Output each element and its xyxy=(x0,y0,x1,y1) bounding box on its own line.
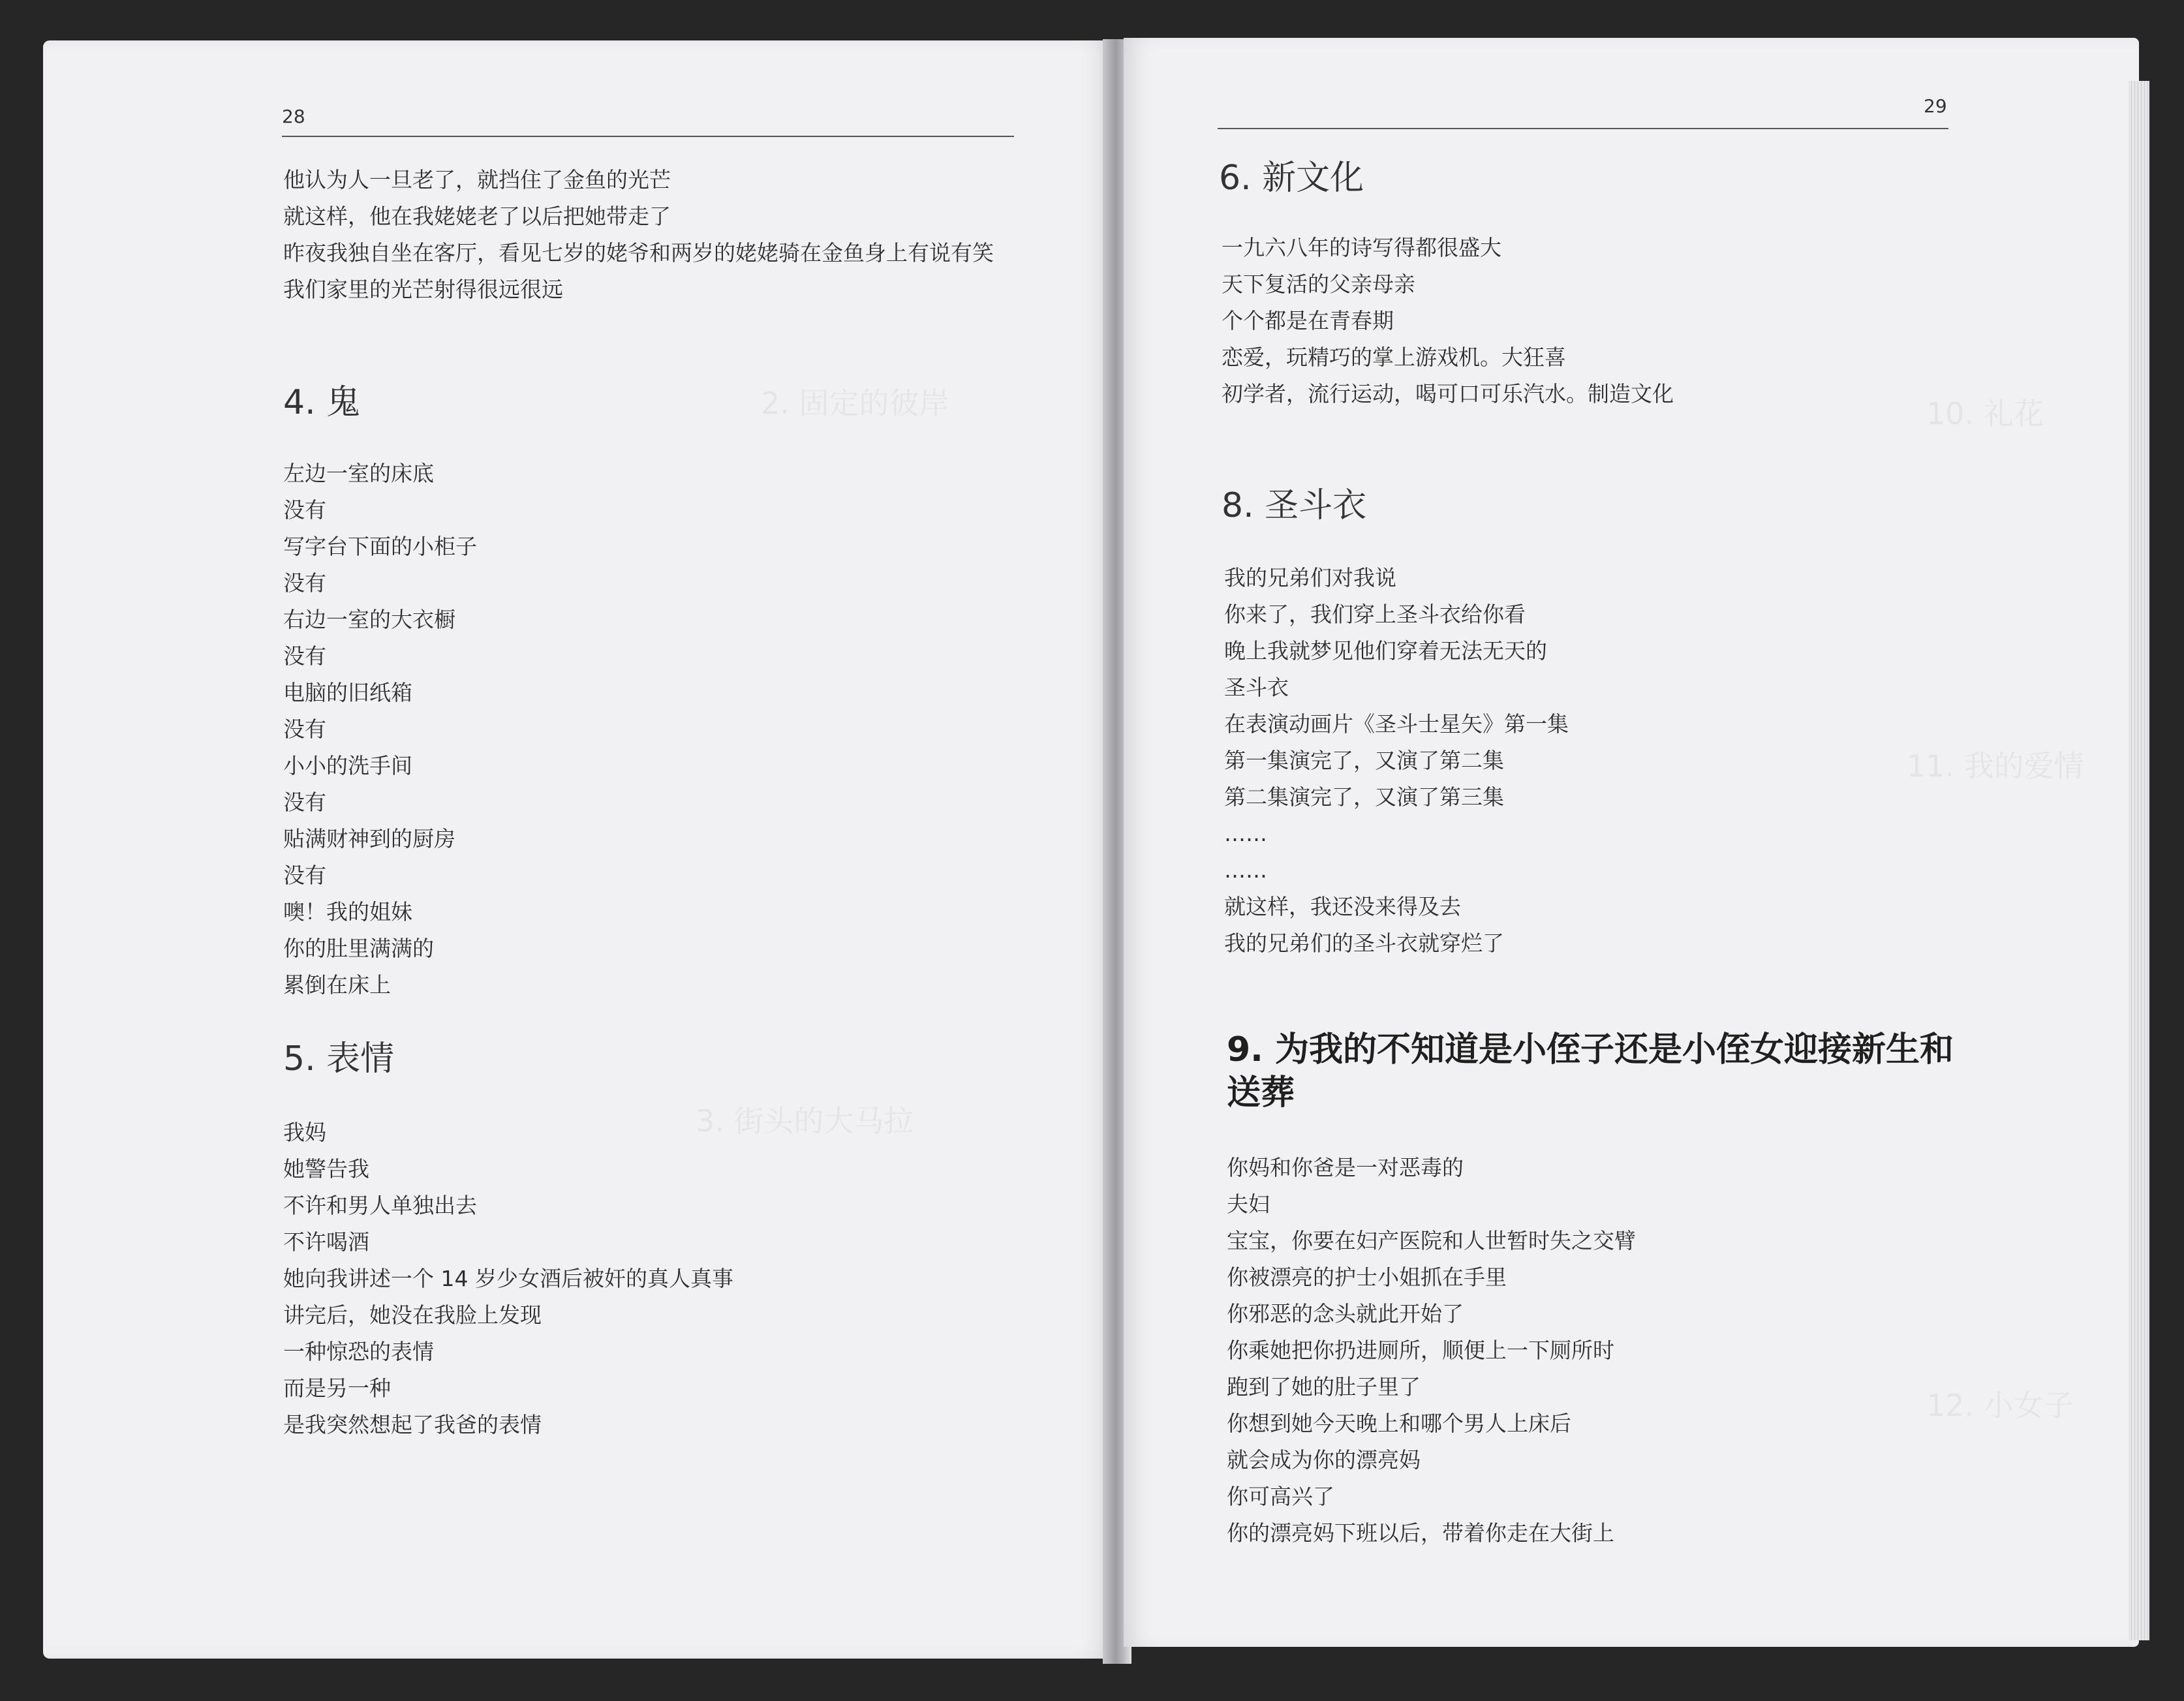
section-8-lines xyxy=(1224,560,1569,962)
section-6-lines xyxy=(1222,230,1674,412)
text-line: 没有 xyxy=(283,716,326,742)
header-rule-left xyxy=(282,136,1014,137)
text-line: 没有 xyxy=(283,570,326,596)
text-line: 你邪恶的念头就此开始了 xyxy=(1227,1301,1464,1326)
text-line: 你乘她把你扔进厕所，顺便上一下厕所时 xyxy=(1227,1338,1614,1363)
section-heading-6: 6. 新文化 xyxy=(1219,159,1364,198)
text-line: 就会成为你的漂亮妈 xyxy=(1227,1447,1421,1473)
section-heading-8: 8. 圣斗衣 xyxy=(1222,486,1367,525)
bleed-through-text: 10. 礼花 xyxy=(1926,396,2044,431)
text-line: 左边一室的床底 xyxy=(283,461,434,486)
text-line: 噢！我的姐妹 xyxy=(283,899,412,925)
text-line: 恋爱，玩精巧的掌上游戏机。大狂喜 xyxy=(1222,345,1566,370)
text-line: 右边一室的大衣橱 xyxy=(283,607,455,632)
text-line: 累倒在床上 xyxy=(283,972,391,998)
section-5-lines xyxy=(283,1114,733,1443)
text-line: 是我突然想起了我爸的表情 xyxy=(283,1412,542,1437)
text-line: 而是另一种 xyxy=(283,1375,391,1401)
text-line: 你来了，我们穿上圣斗衣给你看 xyxy=(1224,602,1526,627)
text-line: 我的兄弟们对我说 xyxy=(1224,565,1396,590)
text-line: 个个都是在青春期 xyxy=(1222,308,1394,333)
text-line: 你想到她今天晚上和哪个男人上床后 xyxy=(1227,1411,1571,1436)
text-line: 她向我讲述一个 14 岁少女酒后被奸的真人真事 xyxy=(283,1266,733,1291)
text-line: 讲完后，她没在我脸上发现 xyxy=(283,1302,542,1328)
text-line: 你妈和你爸是一对恶毒的 xyxy=(1227,1155,1464,1180)
text-line: 没有 xyxy=(283,863,326,888)
text-line: 没有 xyxy=(283,789,326,815)
text-line: …… xyxy=(1224,857,1267,883)
text-line: 一种惊恐的表情 xyxy=(283,1339,434,1364)
text-line: 没有 xyxy=(283,643,326,669)
text-line: 她警告我 xyxy=(283,1156,369,1182)
text-line: 晚上我就梦见他们穿着无法无天的 xyxy=(1224,638,1547,664)
text-line: 初学者，流行运动，喝可口可乐汽水。制造文化 xyxy=(1222,381,1674,406)
text-line: 第一集演完了，又演了第二集 xyxy=(1224,748,1504,773)
text-line: 他认为人一旦老了，就挡住了金鱼的光芒 xyxy=(283,167,671,192)
text-line: 电脑的旧纸箱 xyxy=(283,680,412,705)
page-number-right: 29 xyxy=(1924,95,1947,117)
text-line: 夫妇 xyxy=(1227,1191,1270,1217)
text-line: 我的兄弟们的圣斗衣就穿烂了 xyxy=(1224,930,1504,956)
section-4-lines xyxy=(283,455,477,1004)
text-line: 没有 xyxy=(283,497,326,523)
text-line: 昨夜我独自坐在客厅，看见七岁的姥爷和两岁的姥姥骑在金鱼身上有说有笑 xyxy=(283,240,994,266)
text-line: 你的漂亮妈下班以后，带着你走在大街上 xyxy=(1227,1520,1614,1546)
text-line: 跑到了她的肚子里了 xyxy=(1227,1374,1421,1400)
bleed-through-text: 2. 固定的彼岸 xyxy=(761,386,949,421)
section-heading-9: 9. 为我的不知道是小侄子还是小侄女迎接新生和送葬 xyxy=(1227,1030,1954,1112)
text-line: 我妈 xyxy=(283,1120,326,1145)
text-line: 圣斗衣 xyxy=(1224,675,1289,700)
section-heading-4: 4. 鬼 xyxy=(283,383,361,422)
header-rule-right xyxy=(1218,128,1948,129)
bleed-through-text: 12. 小女子 xyxy=(1926,1388,2074,1423)
text-line: 你被漂亮的护士小姐抓在手里 xyxy=(1227,1264,1507,1290)
text-line: 小小的洗手间 xyxy=(283,753,412,778)
text-line: 我们家里的光芒射得很远很远 xyxy=(283,277,563,302)
text-line: 一九六八年的诗写得都很盛大 xyxy=(1222,235,1501,260)
text-line: 天下复活的父亲母亲 xyxy=(1222,271,1415,297)
right-page-edges xyxy=(2129,81,2149,1640)
intro-lines xyxy=(283,162,994,308)
text-line: 宝宝，你要在妇产医院和人世暂时失之交臂 xyxy=(1227,1228,1636,1253)
text-line: 就这样，他在我姥姥老了以后把她带走了 xyxy=(283,204,671,229)
text-line: 写字台下面的小柜子 xyxy=(283,534,477,559)
section-9-lines xyxy=(1227,1150,1636,1552)
text-line: …… xyxy=(1224,821,1267,846)
section-heading-5: 5. 表情 xyxy=(283,1039,395,1079)
bleed-through-text: 11. 我的爱情 xyxy=(1907,748,2084,784)
text-line: 不许喝酒 xyxy=(283,1229,369,1255)
bleed-through-text: 3. 街头的大马拉 xyxy=(696,1103,914,1139)
text-line: 第二集演完了，又演了第三集 xyxy=(1224,784,1504,810)
text-line: 就这样，我还没来得及去 xyxy=(1224,894,1461,919)
text-line: 你的肚里满满的 xyxy=(283,936,434,961)
text-line: 贴满财神到的厨房 xyxy=(283,826,455,851)
text-line: 在表演动画片《圣斗士星矢》第一集 xyxy=(1224,711,1569,737)
page-number-left: 28 xyxy=(282,106,305,127)
text-line: 你可高兴了 xyxy=(1227,1484,1334,1509)
text-line: 不许和男人单独出去 xyxy=(283,1193,477,1218)
